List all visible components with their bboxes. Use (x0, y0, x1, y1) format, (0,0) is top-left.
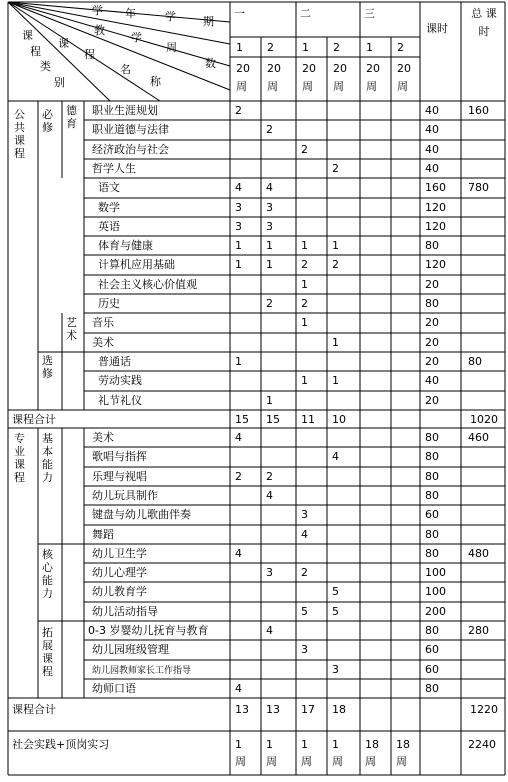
weekly-hours: 3 (266, 220, 273, 233)
semester-number: 2 (333, 41, 340, 54)
course-hours: 100 (425, 566, 446, 579)
practice-weeks: 1 (235, 738, 242, 751)
week-unit: 周 (366, 80, 377, 93)
header-diag-text: 学 (165, 10, 176, 23)
course-name: 幼儿教育学 (92, 585, 147, 598)
total-hours: 780 (468, 181, 489, 194)
subtotal-label: 课程合计 (12, 413, 56, 426)
category-art: 艺 术 (66, 316, 77, 342)
semester-number: 1 (302, 41, 309, 54)
course-hours: 60 (425, 663, 439, 676)
total-hours: 460 (468, 431, 489, 444)
weekly-hours: 1 (301, 278, 308, 291)
category-core: 核 心 能 力 (42, 548, 53, 600)
weekly-hours: 2 (301, 297, 308, 310)
weekly-hours: 1 (332, 239, 339, 252)
course-hours: 60 (425, 643, 439, 656)
weekly-hours: 4 (235, 181, 242, 194)
year-3-label: 三 (364, 7, 375, 20)
weekly-hours: 5 (301, 605, 308, 618)
subtotal-weekly-hours: 13 (235, 703, 249, 716)
course-hours: 40 (425, 143, 439, 156)
header-diag-text: 周 (166, 41, 177, 54)
weekly-hours: 2 (301, 566, 308, 579)
category-extended: 拓 展 课 程 (42, 626, 53, 678)
practice-weeks: 1 (332, 738, 339, 751)
course-name: 歌唱与指挥 (92, 450, 147, 463)
weekly-hours: 1 (301, 239, 308, 252)
header-diag-text: 数 (205, 57, 216, 70)
weekly-hours: 1 (301, 316, 308, 329)
course-name: 语文 (98, 181, 120, 194)
weekly-hours: 2 (235, 470, 242, 483)
weekly-hours: 5 (332, 605, 339, 618)
header-diag-text: 名 (120, 63, 131, 76)
course-hours: 40 (425, 374, 439, 387)
weekly-hours: 4 (235, 682, 242, 695)
weekly-hours: 2 (332, 162, 339, 175)
weekly-hours: 3 (235, 220, 242, 233)
course-hours: 80 (425, 450, 439, 463)
header-diag-text: 称 (150, 75, 161, 88)
course-name: 劳动实践 (98, 374, 142, 387)
course-hours: 200 (425, 605, 446, 618)
practice-week-unit: 周 (235, 755, 246, 768)
course-name: 键盘与幼儿歌曲伴奏 (92, 508, 191, 521)
course-name: 音乐 (92, 316, 114, 329)
practice-label: 社会实践+顶岗实习 (12, 738, 110, 751)
total-hours: 480 (468, 547, 489, 560)
weekly-hours: 3 (266, 201, 273, 214)
course-name: 经济政治与社会 (92, 143, 169, 156)
weekly-hours: 4 (235, 547, 242, 560)
practice-weeks: 1 (266, 738, 273, 751)
practice-weeks: 1 (301, 738, 308, 751)
course-name: 幼儿卫生学 (92, 547, 147, 560)
total-hours: 80 (468, 355, 482, 368)
weekly-hours: 3 (301, 508, 308, 521)
semester-weeks: 20 (397, 62, 411, 75)
course-hours: 40 (425, 123, 439, 136)
subtotal-weekly-hours: 13 (266, 703, 280, 716)
course-name: 历史 (98, 297, 120, 310)
weekly-hours: 4 (301, 528, 308, 541)
practice-week-unit: 周 (365, 755, 376, 768)
semester-number: 2 (397, 41, 404, 54)
subtotal-weekly-hours: 17 (301, 703, 315, 716)
header-diag-text: 学 (131, 31, 142, 44)
course-hours: 20 (425, 394, 439, 407)
subtotal-weekly-hours: 15 (266, 413, 280, 426)
course-name: 普通话 (98, 355, 131, 368)
weekly-hours: 1 (266, 239, 273, 252)
practice-week-unit: 周 (266, 755, 277, 768)
header-diag-text: 程 (84, 48, 95, 61)
course-hours: 160 (425, 181, 446, 194)
subtotal-weekly-hours: 15 (235, 413, 249, 426)
course-name: 美术 (92, 431, 114, 444)
course-hours: 80 (425, 239, 439, 252)
course-hours: 120 (425, 201, 446, 214)
weekly-hours: 2 (235, 104, 242, 117)
course-hours: 80 (425, 297, 439, 310)
course-hours: 20 (425, 336, 439, 349)
header-diag-text: 学 (92, 4, 103, 17)
course-name: 幼儿活动指导 (92, 605, 158, 618)
course-name: 礼节礼仪 (98, 394, 142, 407)
weekly-hours: 4 (266, 489, 273, 502)
course-hours: 80 (425, 547, 439, 560)
course-name: 舞蹈 (92, 528, 114, 541)
weekly-hours: 2 (332, 258, 339, 271)
course-name: 职业道德与法律 (92, 123, 169, 136)
total-hours: 160 (468, 104, 489, 117)
course-name: 0-3 岁婴幼儿抚育与教育 (88, 624, 209, 637)
header-diagonal (8, 2, 230, 44)
course-hours: 40 (425, 104, 439, 117)
weekly-hours: 1 (235, 239, 242, 252)
category-basic: 基 本 能 力 (42, 432, 53, 484)
semester-weeks: 20 (236, 62, 250, 75)
course-hours: 80 (425, 682, 439, 695)
course-hours: 120 (425, 220, 446, 233)
semester-number: 1 (366, 41, 373, 54)
weekly-hours: 3 (332, 663, 339, 676)
course-name: 数学 (98, 201, 120, 214)
course-name: 乐理与视唱 (92, 470, 147, 483)
course-hours: 120 (425, 258, 446, 271)
weekly-hours: 1 (235, 258, 242, 271)
header-diag-text: 年 (125, 7, 136, 20)
category-moral: 德 育 (66, 104, 77, 130)
total-hours: 280 (468, 624, 489, 637)
header-diag-text: 课 (58, 37, 69, 50)
course-hours: 20 (425, 316, 439, 329)
hours-header: 课时 (426, 22, 448, 35)
course-name: 体育与健康 (98, 239, 153, 252)
weekly-hours: 3 (235, 201, 242, 214)
course-hours: 100 (425, 585, 446, 598)
weekly-hours: 1 (301, 374, 308, 387)
category-public: 公 共 课 程 (14, 108, 25, 160)
subtotal-label: 课程合计 (12, 703, 56, 716)
course-name: 幼儿园教师家长工作指导 (92, 666, 192, 676)
weekly-hours: 2 (266, 123, 273, 136)
subtotal-total: 1020 (470, 413, 498, 426)
weekly-hours: 2 (266, 470, 273, 483)
header-diag-text: 程 (30, 45, 41, 58)
header-diag-text: 教 (94, 24, 105, 37)
semester-weeks: 20 (302, 62, 316, 75)
week-unit: 周 (333, 80, 344, 93)
year-1-label: 一 (234, 7, 245, 20)
subtotal-weekly-hours: 18 (332, 703, 346, 716)
course-hours: 80 (425, 470, 439, 483)
weekly-hours: 4 (266, 624, 273, 637)
course-hours: 80 (425, 431, 439, 444)
course-hours: 20 (425, 355, 439, 368)
header-diag-text: 期 (203, 15, 214, 28)
course-name: 职业生涯规划 (92, 104, 158, 117)
practice-week-unit: 周 (301, 755, 312, 768)
week-unit: 周 (302, 80, 313, 93)
course-name: 幼儿玩具制作 (92, 489, 158, 502)
practice-weeks: 18 (396, 738, 410, 751)
subtotal-total: 1220 (470, 703, 498, 716)
course-hours: 80 (425, 624, 439, 637)
header-diag-text: 类 (40, 60, 51, 73)
year-2-label: 二 (300, 7, 311, 20)
week-unit: 周 (236, 80, 247, 93)
week-unit: 周 (397, 80, 408, 93)
course-name: 幼师口语 (92, 682, 136, 695)
course-name: 计算机应用基础 (98, 258, 175, 271)
course-name: 幼儿心理学 (92, 566, 147, 579)
practice-total: 2240 (468, 738, 496, 751)
course-name: 哲学人生 (92, 162, 136, 175)
weekly-hours: 5 (332, 585, 339, 598)
course-hours: 40 (425, 162, 439, 175)
course-hours: 20 (425, 278, 439, 291)
semester-weeks: 20 (333, 62, 347, 75)
practice-weeks: 18 (365, 738, 379, 751)
course-hours: 80 (425, 528, 439, 541)
header-diag-text: 课 (22, 29, 33, 42)
course-name: 美术 (92, 336, 114, 349)
weekly-hours: 4 (332, 450, 339, 463)
weekly-hours: 3 (301, 643, 308, 656)
header-diag-text: 别 (54, 76, 65, 89)
weekly-hours: 2 (301, 143, 308, 156)
category-professional: 专 业 课 程 (14, 432, 25, 484)
weekly-hours: 2 (266, 297, 273, 310)
weekly-hours: 1 (235, 355, 242, 368)
course-name: 社会主义核心价值观 (98, 278, 197, 291)
weekly-hours: 1 (266, 394, 273, 407)
week-unit: 周 (267, 80, 278, 93)
semester-number: 1 (236, 41, 243, 54)
semester-number: 2 (267, 41, 274, 54)
category-required: 必 修 (42, 108, 53, 134)
course-hours: 60 (425, 508, 439, 521)
practice-week-unit: 周 (332, 755, 343, 768)
weekly-hours: 1 (266, 258, 273, 271)
course-name: 英语 (98, 220, 120, 233)
category-elective: 选 修 (42, 354, 53, 380)
subtotal-weekly-hours: 11 (301, 413, 315, 426)
weekly-hours: 2 (301, 258, 308, 271)
weekly-hours: 1 (332, 374, 339, 387)
weekly-hours: 4 (266, 181, 273, 194)
header-diagonal (8, 2, 230, 90)
semester-weeks: 20 (267, 62, 281, 75)
course-hours: 80 (425, 489, 439, 502)
practice-week-unit: 周 (396, 755, 407, 768)
weekly-hours: 1 (332, 336, 339, 349)
semester-weeks: 20 (366, 62, 380, 75)
total-hours-header: 总 课时 (471, 7, 497, 38)
weekly-hours: 4 (235, 431, 242, 444)
course-name: 幼儿园班级管理 (92, 643, 169, 656)
weekly-hours: 3 (266, 566, 273, 579)
subtotal-weekly-hours: 10 (332, 413, 346, 426)
